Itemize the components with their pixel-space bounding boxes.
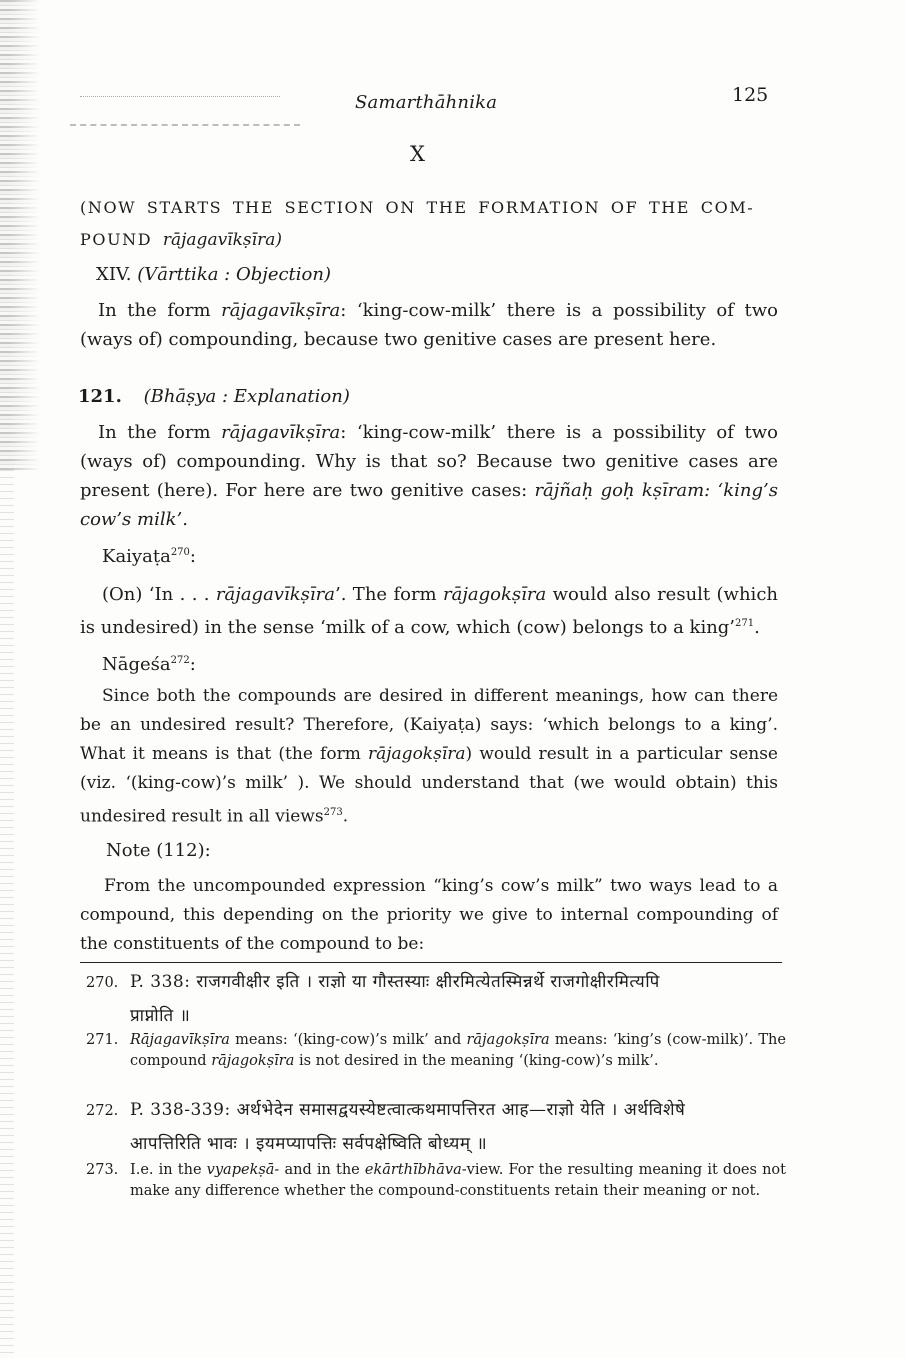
footnote-273-term-2: ekārthībhāva (364, 1162, 462, 1178)
bhasya-text-b: : ‘king-cow-milk’ there is a possibility of two (ways of) compounding. Why is that so? Because two genitive cases are present (here). For here are two genitive cases: (80, 422, 778, 501)
footnote-273-text-1: I.e. in the (130, 1162, 207, 1178)
nagesa-text-a: Since both the compounds are desired in different meanings, how can there be an undesired result? Therefore, (Kaiyaṭa) says: ‘which belongs to a king’. What it means is that (the form (80, 686, 778, 764)
note-text: From the uncompounded expression “king’s cow’s milk” two ways lead to a compound, this depending on the priority we give to internal compounding of the constituents of the compound to be: (80, 876, 778, 954)
vartika-text-a: In the form (98, 300, 222, 321)
nagesa-heading (102, 654, 196, 675)
kaiyata-text-c: would also result (which is undesired) in the sense ‘milk of a cow, which (cow) belongs to a king’ (80, 584, 778, 638)
scan-specks (80, 96, 280, 101)
nagesa-footnote-ref-2: 273 (323, 807, 343, 818)
kaiyata-text (80, 580, 778, 642)
footnote-273-term-1: vyapekṣā- (206, 1162, 280, 1178)
footnote-271-term-3: rājagokṣīra (211, 1053, 295, 1069)
kaiyata-footnote-ref-2: 271 (735, 618, 755, 629)
vartika-label: (Vārttika : Objection) (137, 264, 331, 285)
page-number: 125 (732, 84, 769, 106)
vartika-term: rājagavīkṣīra (221, 300, 341, 321)
bhasya-number: 121. (78, 386, 122, 407)
vartika-number: XIV. (96, 264, 132, 285)
footnote-271-text-1: means: ‘(king-cow)’s milk’ and (229, 1032, 467, 1048)
footnote-271-text-2: means: ‘king’s (cow-milk)’. The compound (130, 1032, 786, 1069)
footnote-271-text-3: is not desired in the meaning ‘(king-cow)’s milk’. (294, 1053, 659, 1069)
bhasya-term: rājagavīkṣīra (221, 422, 341, 443)
footnote-272-line2: आपत्तिरिति भावः । इयमप्यापत्तिः सर्वपक्षेष्विति बोध्यम् ॥ (130, 1134, 488, 1154)
footnote-271-term-1: Rājagavīkṣīra (130, 1032, 230, 1048)
vartika-text (80, 296, 778, 354)
footnote-273 (86, 1160, 786, 1202)
section-number: X (410, 142, 425, 166)
bhasya-label: (Bhāṣya : Explanation) (143, 386, 350, 407)
scan-edge-shadow (0, 0, 40, 470)
footnote-271 (86, 1030, 786, 1072)
footnote-273-text-2: and in the (279, 1162, 365, 1178)
kaiyata-label: Kaiyaṭa (102, 546, 171, 567)
nagesa-end: . (342, 806, 349, 827)
bhasya-term-2: rājñaḥ goḥ kṣīram (534, 480, 705, 501)
kaiyata-end: . (754, 617, 760, 638)
footnote-number: 270. (86, 975, 119, 991)
kaiyata-heading (102, 546, 196, 567)
footnote-270-line2: प्राप्नोति ॥ (130, 1006, 191, 1026)
running-title: Samarthāhnika (355, 92, 498, 113)
kaiyata-text-b: ’. The form (334, 584, 443, 605)
scan-edge-shadow-lower (0, 470, 14, 1358)
kaiyata-colon: : (189, 546, 196, 567)
footnote-number: 271. (86, 1032, 119, 1048)
footnote-number: 273. (86, 1162, 119, 1178)
nagesa-term: rājagokṣīra (368, 744, 466, 764)
nagesa-footnote-ref: 272 (170, 655, 190, 666)
bhasya-text-c: : ‘king’s cow’s milk’. (80, 480, 778, 530)
kaiyata-term-2: rājagokṣīra (443, 584, 547, 605)
nagesa-label: Nāgeśa (102, 654, 171, 675)
kaiyata-text-a: (On) ‘In . . . (102, 584, 216, 605)
kaiyata-footnote-ref: 270 (170, 547, 190, 558)
footnote-271-term-2: rājagokṣīra (466, 1032, 550, 1048)
nagesa-text (80, 682, 778, 832)
scan-specks-bar (70, 124, 300, 129)
footnote-272-line1: P. 338-339: अर्थभेदेन समासद्वयस्येष्टत्वात्कथमापत्तिरत आह—राज्ञो येति । अर्थविशेषे (130, 1100, 686, 1120)
section-heading (80, 192, 778, 256)
bhasya-heading (78, 386, 350, 407)
section-heading-caps: (NOW STARTS THE SECTION ON THE FORMATION OF THE COM- POUND (80, 198, 755, 249)
bhasya-text (80, 418, 778, 534)
footnote-270 (86, 972, 786, 1027)
vartika-heading (96, 264, 331, 285)
footnote-number: 272. (86, 1103, 119, 1119)
footnote-270-line1: P. 338: राजगवीक्षीर इति । राज्ञो या गौस्तस्याः क्षीरमित्येतस्मिन्नर्थे राजगोक्षीरमित्यपि (130, 972, 660, 992)
footnote-272 (86, 1100, 786, 1155)
footnote-rule (80, 962, 782, 963)
vartika-text-b: : ‘king-cow-milk’ there is a possibility of two (ways of) compounding, because two genitive cases are present here. (80, 300, 778, 350)
section-heading-word: rājagavīkṣīra) (162, 230, 282, 250)
bhasya-text-a: In the form (98, 422, 222, 443)
note-label: Note (112): (106, 840, 211, 861)
footnote-273-text-3: -view. For the resulting meaning it does not make any difference whether the compound-constituents retain their meaning or not. (130, 1162, 786, 1199)
nagesa-text-b: ) would result in a particular sense (viz. ‘(king-cow)’s milk’ ). We should understand that (we would obtain) this undesired result in all views (80, 744, 778, 827)
kaiyata-term: rājagavīkṣīra (215, 584, 335, 605)
nagesa-colon: : (189, 654, 196, 675)
